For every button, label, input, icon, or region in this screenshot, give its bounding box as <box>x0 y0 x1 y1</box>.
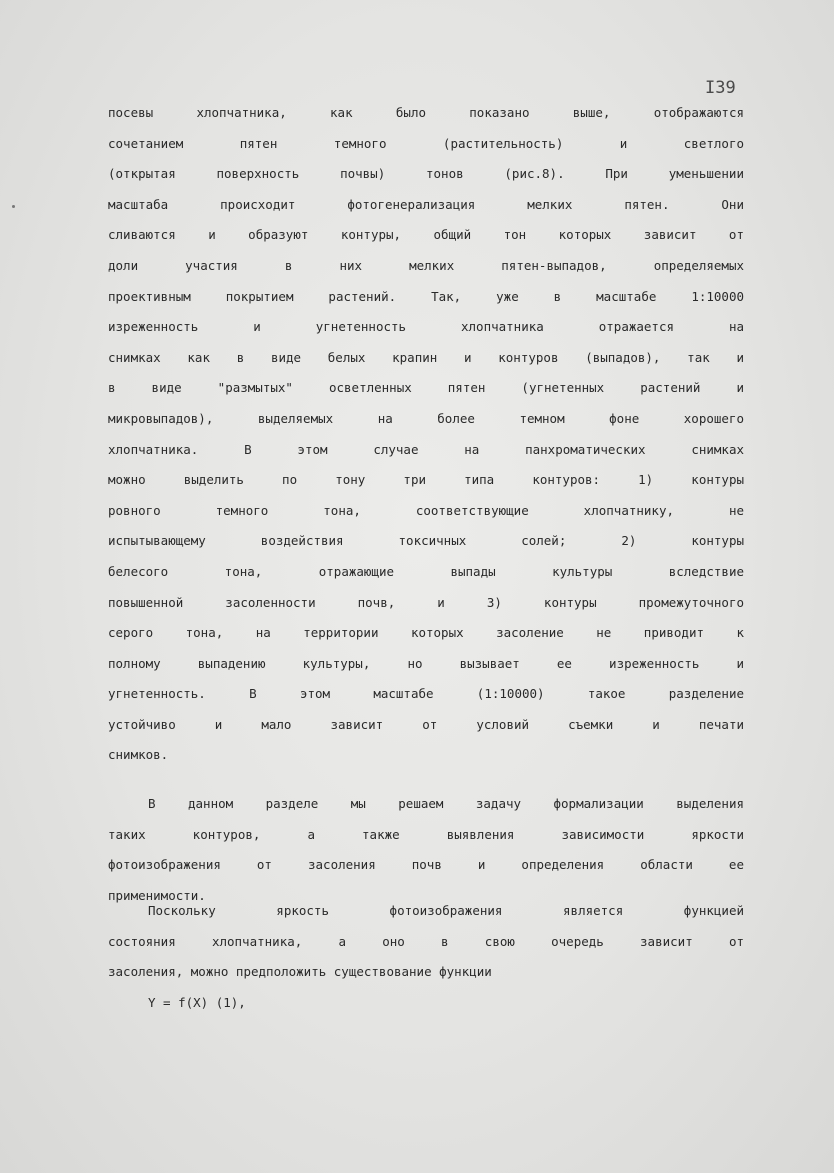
text-line: состояния хлопчатника, а оно в свою очередь зависит от <box>108 933 744 949</box>
text-line: (открытая поверхность почвы) тонов (рис.8). При уменьшении <box>108 166 744 182</box>
text-line: снимков. <box>108 747 169 763</box>
text-line: сливаются и образуют контуры, общий тон которых зависит от <box>108 227 744 243</box>
text-line: в виде "размытых" осветленных пятен (угнетенных растений и <box>108 380 744 396</box>
scan-speck <box>12 205 15 208</box>
text-line: испытывающему воздействия токсичных солей; 2) контуры <box>108 533 744 549</box>
text-line: снимках как в виде белых крапин и контуров (выпадов), так и <box>108 349 744 365</box>
text-line: масштаба происходит фотогенерализация мелких пятен. Они <box>108 196 744 212</box>
text-line: таких контуров, а также выявления зависимости яркости <box>108 826 744 842</box>
text-line: В данном разделе мы решаем задачу формализации выделения <box>148 796 744 811</box>
text-line: фотоизображения от засоления почв и определения области ее <box>108 857 744 873</box>
text-line: Поскольку яркость фотоизображения является функцией <box>148 903 744 918</box>
text-line: засоления, можно предположить существование функции <box>108 964 492 980</box>
page-number: I39 <box>705 78 736 98</box>
text-line: доли участия в них мелких пятен-выпадов, определяемых <box>108 257 744 273</box>
text-line: устойчиво и мало зависит от условий съемки и печати <box>108 716 744 732</box>
text-line: полному выпадению культуры, но вызывает ее изреженность и <box>108 655 744 671</box>
text-line: угнетенность. В этом масштабе (1:10000) такое разделение <box>108 686 744 702</box>
text-line: изреженность и угнетенность хлопчатника отражается на <box>108 319 744 335</box>
text-line: хлопчатника. В этом случае на панхроматических снимках <box>108 441 744 457</box>
text-line: применимости. <box>108 887 206 903</box>
text-line: сочетанием пятен темного (растительность) и светлого <box>108 135 744 151</box>
formula: Y = f(X) (1), <box>148 995 246 1010</box>
paragraph-2 <box>108 789 744 911</box>
text-line: микровыпадов), выделяемых на более темном фоне хорошего <box>108 410 744 426</box>
text-line: можно выделить по тону три типа контуров: 1) контуры <box>108 472 744 488</box>
text-line: проективным покрытием растений. Так, уже в масштабе 1:10000 <box>108 288 744 304</box>
text-line: повышенной засоленности почв, и 3) контуры промежуточного <box>108 594 744 610</box>
text-line: серого тона, на территории которых засоление не приводит к <box>108 625 744 641</box>
text-line: белесого тона, отражающие выпады культуры вследствие <box>108 563 744 579</box>
paragraph-3 <box>108 896 744 988</box>
text-line: ровного темного тона, соответствующие хлопчатнику, не <box>108 502 744 518</box>
paragraph-1 <box>108 98 744 771</box>
text-line: посевы хлопчатника, как было показано выше, отображаются <box>108 105 744 120</box>
